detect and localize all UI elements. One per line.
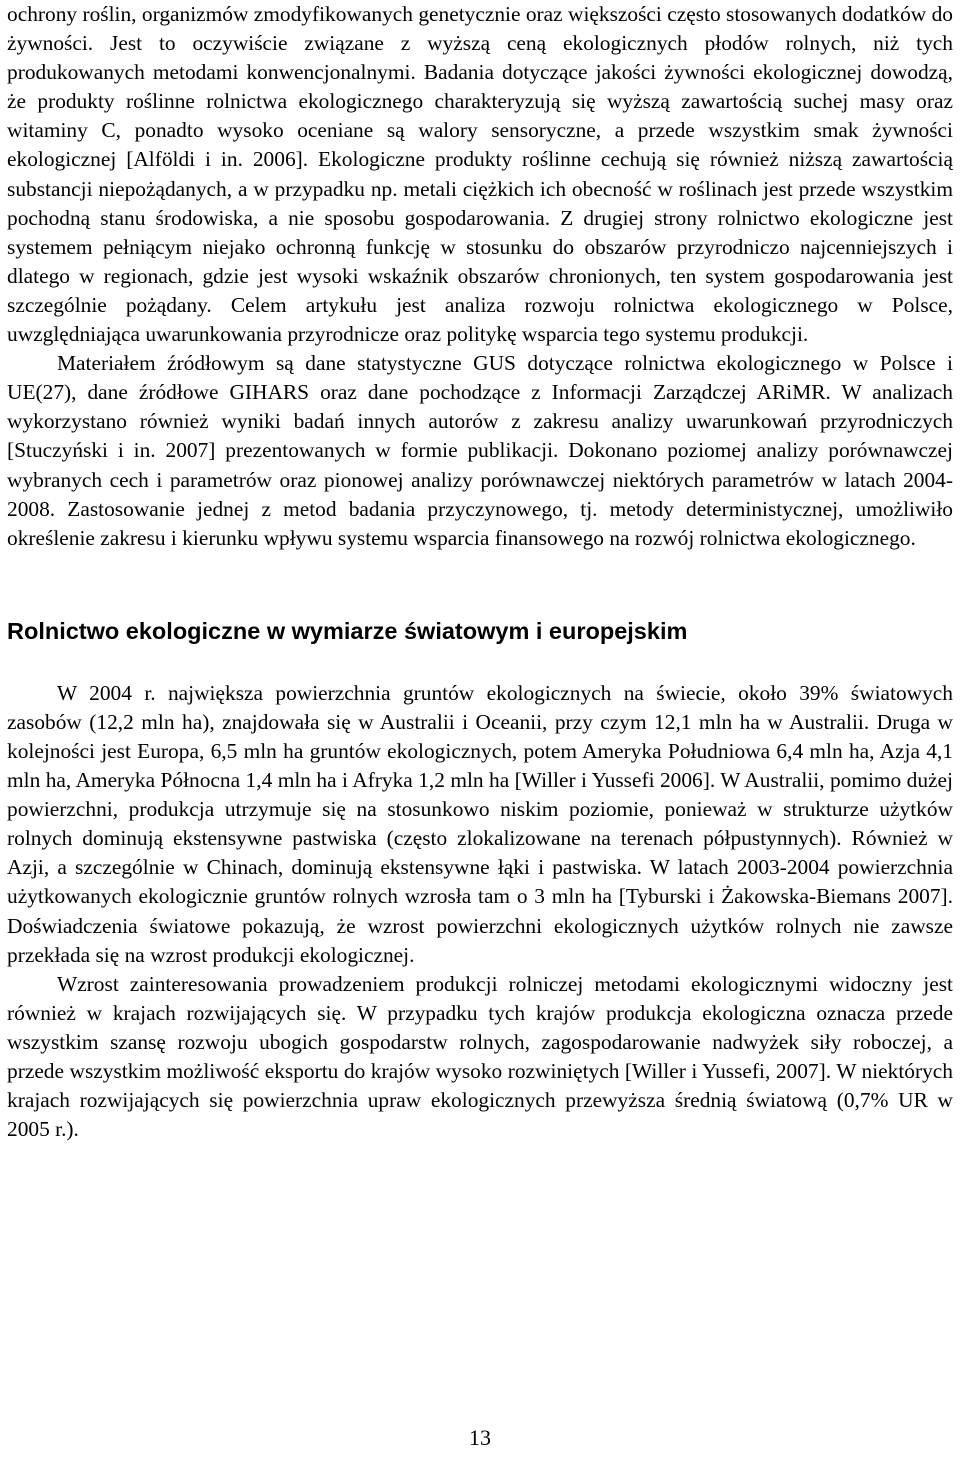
body-paragraph: ochrony roślin, organizmów zmodyfikowanych genetycznie oraz większości często stosowanych dodatków do żywności. Jest to oczywiście związane z wyższą ceną ekologicznych płodów rolnych, niż tych produkowanych metodami konwencjonalnymi. Badania dotyczące jakości żywności ekologicznej dowodzą, że produkty roślinne rolnictwa ekologicznego charakteryzują się wyższą zawartością suchej masy oraz witaminy C, ponadto wysoko oceniane są walory sensoryczne, a przede wszystkim smak żywności ekologicznej [Alföldi i in. 2006]. Ekologiczne produkty roślinne cechują się również niższą zawartością substancji niepożądanych, a w przypadku np. metali ciężkich ich obecność w roślinach jest przede wszystkim pochodną stanu środowiska, a nie sposobu gospodarowania. Z drugiej strony rolnictwo ekologiczne jest systemem pełniącym niejako ochronną funkcję w stosunku do obszarów przyrodniczo najcenniejszych i dlatego w regionach, gdzie jest wysoki wskaźnik obszarów chronionych, ten system gospodarowania jest szczególnie pożądany. Celem artykułu jest analiza rozwoju rolnictwa ekologicznego w Polsce, uwzględniająca uwarunkowania przyrodnicze oraz politykę wsparcia tego systemu produkcji. (7, 2, 953, 347)
body-paragraph: Materiałem źródłowym są dane statystyczne GUS dotyczące rolnictwa ekologicznego w Polsce i UE(27), dane źródłowe GIHARS oraz dane pochodzące z Informacji Zarządczej ARiMR. W analizach wykorzystano również wyniki badań innych autorów z zakresu analizy uwarunkowań przyrodniczych [Stuczyński i in. 2007] prezentowanych w formie publikacji. Dokonano poziomej analizy porównawczej wybranych cech i parametrów oraz pionowej analizy porównawczej niektórych parametrów w latach 2004-2008. Zastosowanie jednej z metod badania przyczynowego, tj. metody deterministycznej, umożliwiło określenie zakresu i kierunku wpływu systemu wsparcia finansowego na rozwój rolnictwa ekologicznego. (7, 351, 953, 550)
section-heading: Rolnictwo ekologiczne w wymiarze światowym i europejskim (7, 617, 688, 644)
body-paragraph: Wzrost zainteresowania prowadzeniem produkcji rolniczej metodami ekologicznymi widoczny jest również w krajach rozwijających się. W przypadku tych krajów produkcja ekologiczna oznacza przede wszystkim szansę rozwoju ubogich gospodarstw rolnych, zagospodarowanie nadwyżek siły roboczej, a przede wszystkim możliwość eksportu do krajów wysoko rozwiniętych [Willer i Yussefi, 2007]. W niektórych krajach rozwijających się powierzchnia upraw ekologicznych przewyższa średnią światową (0,7% UR w 2005 r.). (7, 971, 953, 1142)
body-paragraph: W 2004 r. największa powierzchnia gruntów ekologicznych na świecie, około 39% światowych zasobów (12,2 mln ha), znajdowała się w Australii i Oceanii, przy czym 12,1 mln ha w Australii. Druga w kolejności jest Europa, 6,5 mln ha gruntów ekologicznych, potem Ameryka Południowa 6,4 mln ha, Azja 4,1 mln ha, Ameryka Północna 1,4 mln ha i Afryka 1,2 mln ha [Willer i Yussefi 2006]. W Australii, pomimo dużej powierzchni, produkcja utrzymuje się na stosunkowo niskim poziomie, ponieważ w strukturze użytków rolnych dominują ekstensywne pastwiska (często zlokalizowane na terenach półpustynnych). Również w Azji, a szczególnie w Chinach, dominują ekstensywne łąki i pastwiska. W latach 2003-2004 powierzchnia użytkowanych ekologicznie gruntów rolnych wzrosła tam o 3 mln ha [Tyburski i Żakowska-Biemans 2007]. Doświadczenia światowe pokazują, że wzrost powierzchni ekologicznych użytków rolnych nie zawsze przekłada się na wzrost produkcji ekologicznej. (7, 680, 953, 967)
page-number: 13 (469, 1425, 491, 1450)
document-page (7, 0, 953, 1144)
